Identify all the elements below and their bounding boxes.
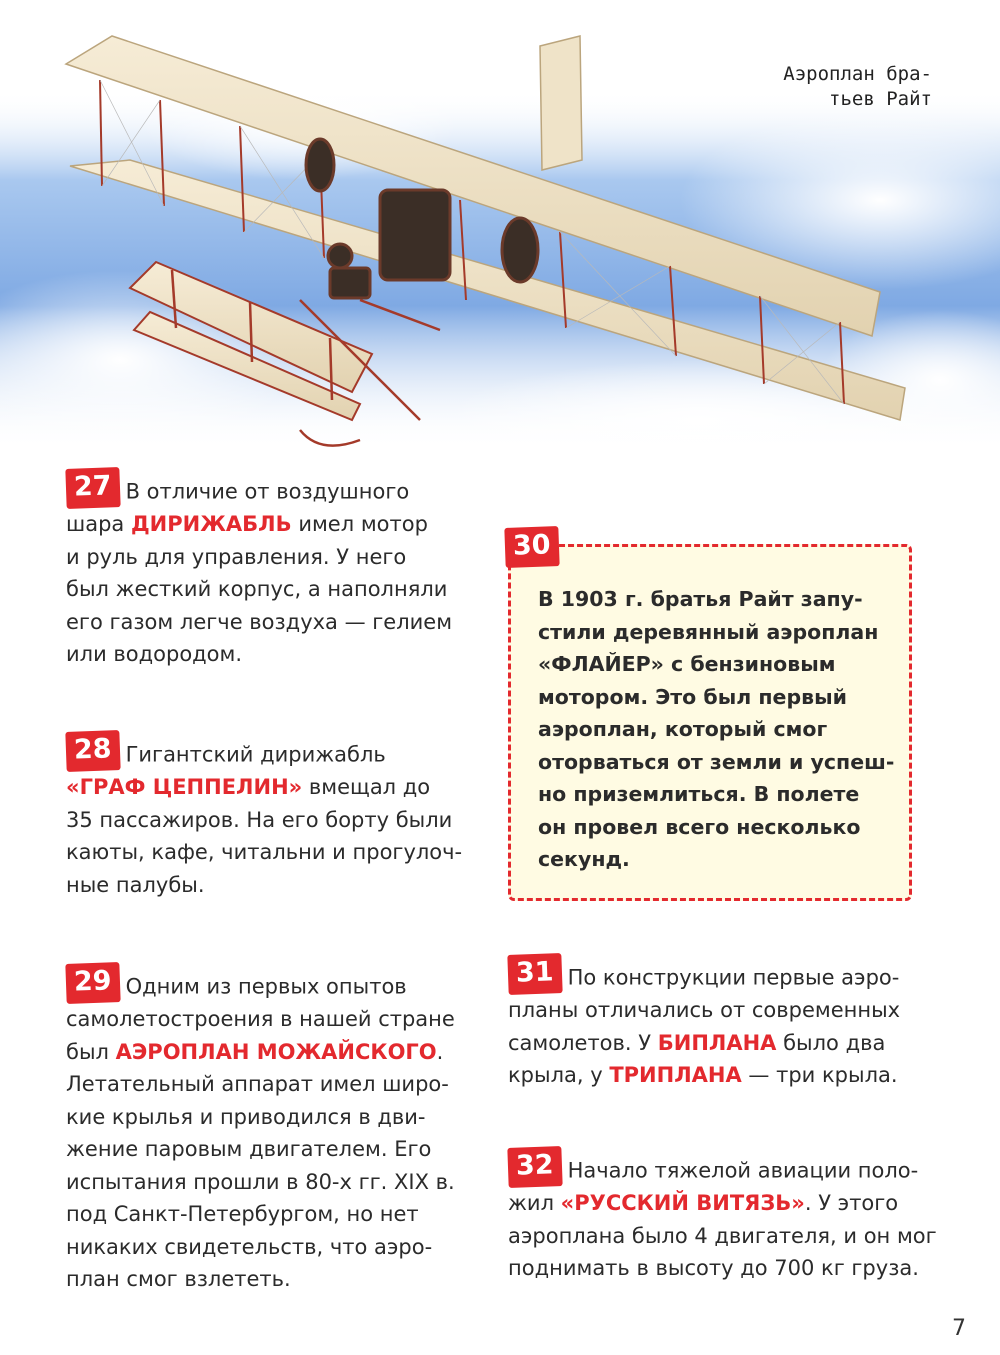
fact-number-badge: 29: [65, 962, 120, 1004]
fact-text: его газом легче воздуха — гелием: [66, 609, 453, 634]
fact-text: секунд.: [538, 847, 630, 871]
caption-line-2: тьев Райт: [829, 88, 932, 110]
fact-32: [508, 1147, 938, 1285]
highlight-term: ТРИПЛАНА: [609, 1063, 742, 1087]
fact-text: . У этого: [804, 1191, 899, 1215]
highlight-term: БИПЛАНА: [657, 1030, 777, 1055]
fact-28: [66, 731, 486, 901]
fact-text: аэроплана было 4 двигателя, и он мог: [508, 1223, 937, 1248]
fact-text: никаких свидетельств, что аэро-: [66, 1234, 433, 1259]
highlight-term: «ГРАФ ЦЕППЕЛИН»: [66, 775, 303, 799]
fact-text: В отличие от воздушного: [125, 479, 410, 504]
fact-text: жение паровым двигателем. Его: [66, 1137, 432, 1161]
fact-text: стили деревянный аэроплан: [538, 619, 879, 644]
fact-text: самолетов. У: [508, 1030, 658, 1055]
fact-text: каюты, кафе, читальни и прогулоч-: [66, 840, 463, 864]
fact-text: но приземлиться. В полете: [538, 782, 860, 806]
fact-text: крыла, у: [508, 1063, 610, 1087]
fact-text: был жесткий корпус, а наполняли: [66, 577, 448, 601]
fact-text: Начало тяжелой авиации поло-: [567, 1158, 919, 1183]
fact-text: Летательный аппарат имел широ-: [66, 1072, 449, 1096]
fact-number-badge: 32: [507, 1146, 562, 1188]
fact-text: 35 пассажиров. На его борту были: [66, 807, 453, 832]
fact-text: кие крылья и приводился в дви-: [66, 1104, 426, 1129]
fact-number-badge: 31: [507, 953, 562, 995]
fact-number-badge: 27: [65, 467, 120, 509]
fact-text: мотором. Это был первый: [538, 684, 848, 709]
fact-text: имел мотор: [291, 512, 428, 536]
highlight-term: АЭРОПЛАН МОЖАЙСКОГО: [115, 1039, 437, 1064]
fact-text: По конструкции первые аэро-: [567, 965, 900, 990]
fact-text: план смог взлететь.: [66, 1267, 291, 1291]
fact-number-badge: 30: [504, 526, 559, 568]
fact-text: «ФЛАЙЕР» с бензиновым: [538, 652, 836, 676]
page-number: 7: [952, 1316, 966, 1341]
fact-text: он провел всего несколько: [538, 814, 861, 839]
fact-text: ные палубы.: [66, 872, 205, 897]
fact-29: [66, 963, 486, 1296]
fact-text: Гигантский дирижабль: [125, 742, 386, 767]
fact-text: В 1903 г. братья Райт запу-: [538, 587, 863, 611]
fact-number-badge: 28: [65, 730, 120, 772]
fact-text: аэроплан, который смог: [538, 717, 828, 741]
fact-text: был: [66, 1039, 116, 1064]
fact-31: [508, 954, 938, 1092]
fact-text: — три крыла.: [741, 1063, 898, 1087]
fact-text: самолетостроения в нашей стране: [66, 1007, 455, 1031]
fact-text: под Санкт-Петербургом, но нет: [66, 1202, 419, 1226]
caption-line-1: Аэроплан бра-: [783, 63, 932, 85]
fact-text: .: [436, 1039, 444, 1064]
fact-text: или водородом.: [66, 642, 243, 666]
fact-30-box: [508, 529, 912, 901]
image-caption: [752, 62, 932, 112]
fact-text: Одним из первых опытов: [125, 974, 407, 999]
fact-text: испытания прошли в 80-х гг. XIX в.: [66, 1169, 455, 1194]
highlight-term: «РУССКИЙ ВИТЯЗЬ»: [560, 1191, 805, 1215]
fact-text: планы отличались от современных: [508, 998, 901, 1022]
fact-text: было два: [776, 1030, 886, 1055]
highlight-term: ДИРИЖАБЛЬ: [130, 512, 292, 536]
fact-27: [66, 468, 486, 671]
fact-text: и руль для управления. У него: [66, 544, 407, 569]
fact-text: жил: [508, 1191, 561, 1215]
fact-text: вмещал до: [302, 775, 431, 799]
fact-30-text: [538, 583, 894, 876]
fact-text: поднимать в высоту до 700 кг груза.: [508, 1256, 919, 1280]
fact-text: оторваться от земли и успеш-: [538, 749, 895, 774]
fact-text: шара: [66, 512, 131, 536]
